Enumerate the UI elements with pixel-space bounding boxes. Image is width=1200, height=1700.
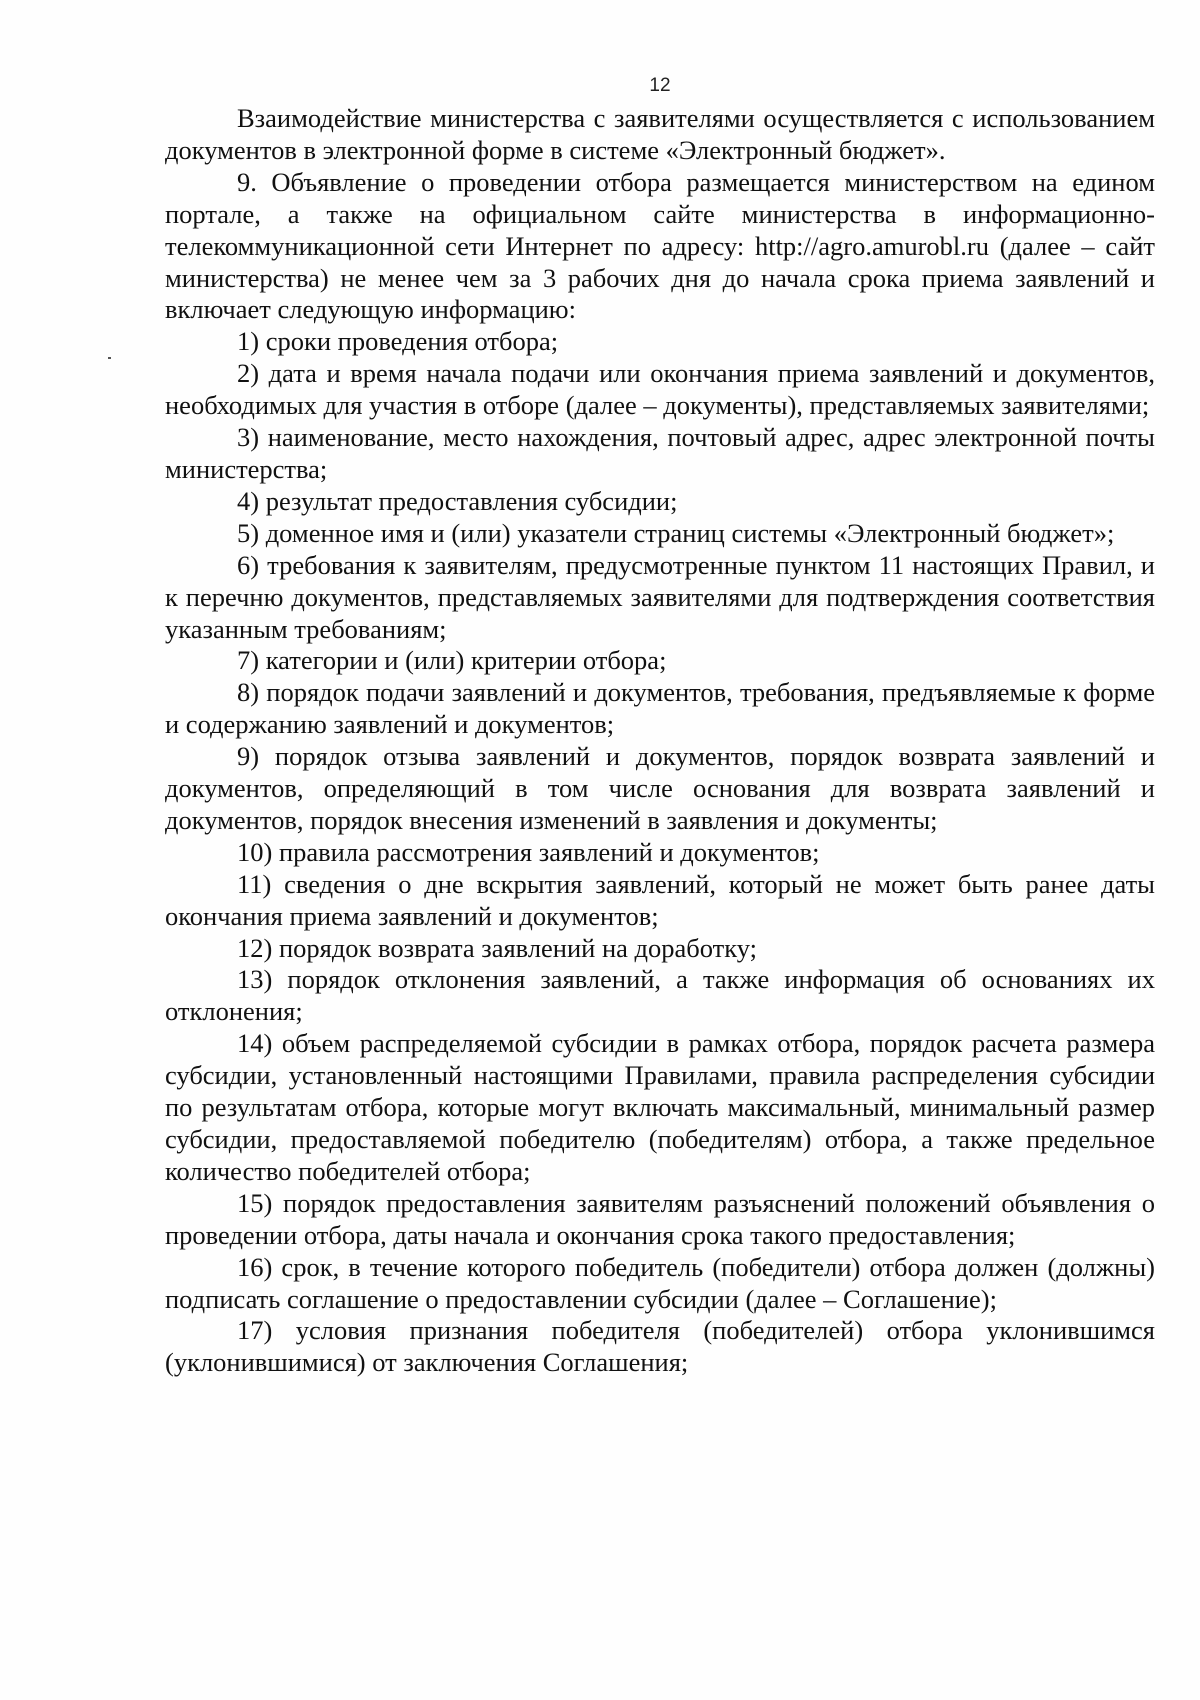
list-item-1: 1) сроки проведения отбора; xyxy=(237,326,559,357)
list-item-17: 17) условия признания победителя (победителей) отбора уклонившимся (уклонившимися) от заключения Соглашения; xyxy=(165,1315,1155,1378)
list-item-10: 10) правила рассмотрения заявлений и документов; xyxy=(237,836,820,867)
list-item-7: 7) категории и (или) критерии отбора; xyxy=(237,645,667,676)
list-item-5: 5) доменное имя и (или) указатели страниц системы «Электронный бюджет»; xyxy=(237,517,1115,548)
list-item-12: 12) порядок возврата заявлений на доработку; xyxy=(237,932,758,963)
paragraph-electronic-budget-interaction: Взаимодействие министерства с заявителями осуществляется с использованием документов в электронной форме в системе «Электронный бюджет». xyxy=(165,103,1155,165)
list-item-4: 4) результат предоставления субсидии; xyxy=(237,485,678,516)
list-item-3: 3) наименование, место нахождения, почтовый адрес, адрес электронной почты министерства; xyxy=(165,422,1155,484)
list-item-13: 13) порядок отклонения заявлений, а также информация об основаниях их отклонения; xyxy=(165,964,1155,1027)
list-item-6: 6) требования к заявителям, предусмотренные пунктом 11 настоящих Правил, и к перечню документов, представляемых заявителями для подтверждения соответствия указанным требованиям; xyxy=(165,549,1155,644)
list-item-8: 8) порядок подачи заявлений и документов, требования, предъявляемые к форме и содержанию заявлений и документов; xyxy=(165,677,1155,740)
list-item-2: 2) дата и время начала подачи или окончания приема заявлений и документов, необходимых для участия в отборе (далее – документы), представляемых заявителями; xyxy=(165,358,1155,421)
list-item-9: 9) порядок отзыва заявлений и документов, порядок возврата заявлений и документов, определяющий в том числе основания для возврата заявлений и документов, порядок внесения изменений в заявления и документы; xyxy=(165,741,1155,835)
page-number: 12 xyxy=(649,75,671,96)
paragraph-9-announcement: 9. Объявление о проведении отбора размещается министерством на едином портале, а также на официальном сайте министерства в информационно-телекоммуникационной сети Интернет по адресу: http://agro.amurobl.ru (далее – сайт министерства) не менее чем за 3 рабочих дня до начала срока приема заявлений и включает следующую информацию: xyxy=(165,166,1155,325)
scan-artifact xyxy=(108,357,111,359)
document-body xyxy=(165,103,1155,1379)
list-item-14: 14) объем распределяемой субсидии в рамках отбора, порядок расчета размера субсидии, установленный настоящими Правилами, правила распределения субсидии по результатам отбора, которые могут включать максимальный, минимальный размер субсидии, предоставляемой победителю (победителям) отбора, а также предельное количество победителей отбора; xyxy=(165,1028,1155,1186)
list-item-11: 11) сведения о дне вскрытия заявлений, который не может быть ранее даты окончания приема заявлений и документов; xyxy=(165,868,1155,931)
list-item-15: 15) порядок предоставления заявителям разъяснений положений объявления о проведении отбора, даты начала и окончания срока такого предоставления; xyxy=(165,1187,1155,1250)
list-item-16: 16) срок, в течение которого победитель (победители) отбора должен (должны) подписать соглашение о предоставлении субсидии (далее – Соглашение); xyxy=(165,1251,1155,1314)
